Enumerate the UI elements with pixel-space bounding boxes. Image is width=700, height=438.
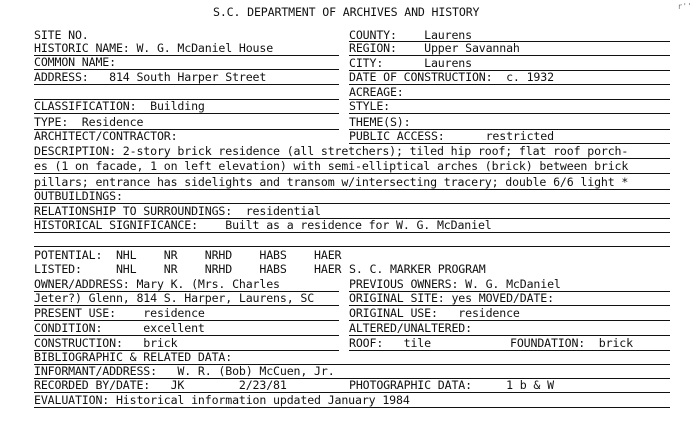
altered-field: ALTERED/UNALTERED:	[349, 321, 472, 335]
potential-field: POTENTIAL: NHL NR NRHD HABS HAER	[34, 248, 342, 262]
owner-address-continued: Jeter?) Glenn, 814 S. Harper, Laurens, SC	[34, 291, 315, 305]
form-header: S.C. DEPARTMENT OF ARCHIVES AND HISTORY	[213, 5, 480, 19]
rule-description-3	[34, 189, 670, 190]
significance-field: HISTORICAL SIGNIFICANCE: Built as a residence for W. G. McDaniel	[34, 218, 492, 232]
previous-owners-field: PREVIOUS OWNERS: W. G. McDaniel	[349, 277, 561, 291]
rule-acreage	[349, 99, 670, 100]
outbuildings-field: OUTBUILDINGS:	[34, 189, 123, 203]
original-use-field: ORIGINAL USE: residence	[349, 306, 520, 320]
marker-program-field: S. C. MARKER PROGRAM	[349, 262, 486, 276]
original-site-field: ORIGINAL SITE: yes MOVED/DATE:	[349, 291, 554, 305]
rule-significance-2	[34, 246, 670, 247]
roof-field: ROOF: tile	[349, 336, 431, 350]
type-field: TYPE: Residence	[34, 115, 144, 129]
present-use-field: PRESENT USE: residence	[34, 306, 205, 320]
condition-field: CONDITION: excellent	[34, 321, 205, 335]
description-line-1: DESCRIPTION: 2-story brick residence (all stretchers); tiled hip roof; flat roof porch-	[34, 144, 629, 158]
informant-field: INFORMANT/ADDRESS: W. R. (Bob) McCuen, Jr.	[34, 364, 335, 378]
photographic-data-field: PHOTOGRAPHIC DATA: 1 b & W	[349, 378, 554, 392]
rule-style	[349, 113, 670, 114]
relationship-field: RELATIONSHIP TO SURROUNDINGS: residential	[34, 204, 321, 218]
acreage-field: ACREAGE:	[349, 85, 404, 99]
rule-roof-foundation	[349, 350, 670, 351]
foundation-field: FOUNDATION: brick	[510, 336, 633, 350]
rule-description-2	[34, 173, 670, 174]
public-access-field: PUBLIC ACCESS: restricted	[349, 129, 554, 143]
construction-field: CONSTRUCTION: brick	[34, 336, 178, 350]
county-field: COUNTY: Laurens	[349, 28, 472, 42]
listed-field: LISTED: NHL NR NRHD HABS HAER	[34, 262, 342, 276]
city-field: CITY: Laurens	[349, 56, 472, 70]
address-field: ADDRESS: 814 South Harper Street	[34, 70, 267, 84]
evaluation-field: EVALUATION: Historical information updated January 1984	[34, 393, 410, 407]
owner-address-field: OWNER/ADDRESS: Mary K. (Mrs. Charles	[34, 277, 280, 291]
date-of-construction-field: DATE OF CONSTRUCTION: c. 1932	[349, 70, 554, 84]
corner-mark: r''	[677, 2, 692, 11]
site-no-field: SITE NO.	[34, 28, 89, 42]
recorded-by-field: RECORDED BY/DATE: JK 2/23/81	[34, 378, 287, 392]
classification-field: CLASSIFICATION: Building	[34, 99, 205, 113]
rule-evaluation	[34, 407, 670, 408]
common-name-field: COMMON NAME:	[34, 55, 116, 69]
style-field: STYLE:	[349, 99, 390, 113]
historic-name-field: HISTORIC NAME: W. G. McDaniel House	[34, 41, 274, 55]
rule-classification	[34, 113, 339, 114]
bibliographic-field: BIBLIOGRAPHIC & RELATED DATA:	[34, 350, 233, 364]
description-line-3: pillars; entrance has sidelights and transom w/intersecting tracery; double 6/6 light *	[34, 175, 629, 189]
rule-address	[34, 84, 339, 85]
themes-field: THEME(S):	[349, 115, 411, 129]
architect-field: ARCHITECT/CONTRACTOR:	[34, 129, 178, 143]
description-line-2: es (1 on facade, 1 on left elevation) with semi-elliptical arches (brick) between brick	[34, 159, 629, 173]
region-field: REGION: Upper Savannah	[349, 41, 520, 55]
rule-significance-1	[34, 232, 670, 233]
